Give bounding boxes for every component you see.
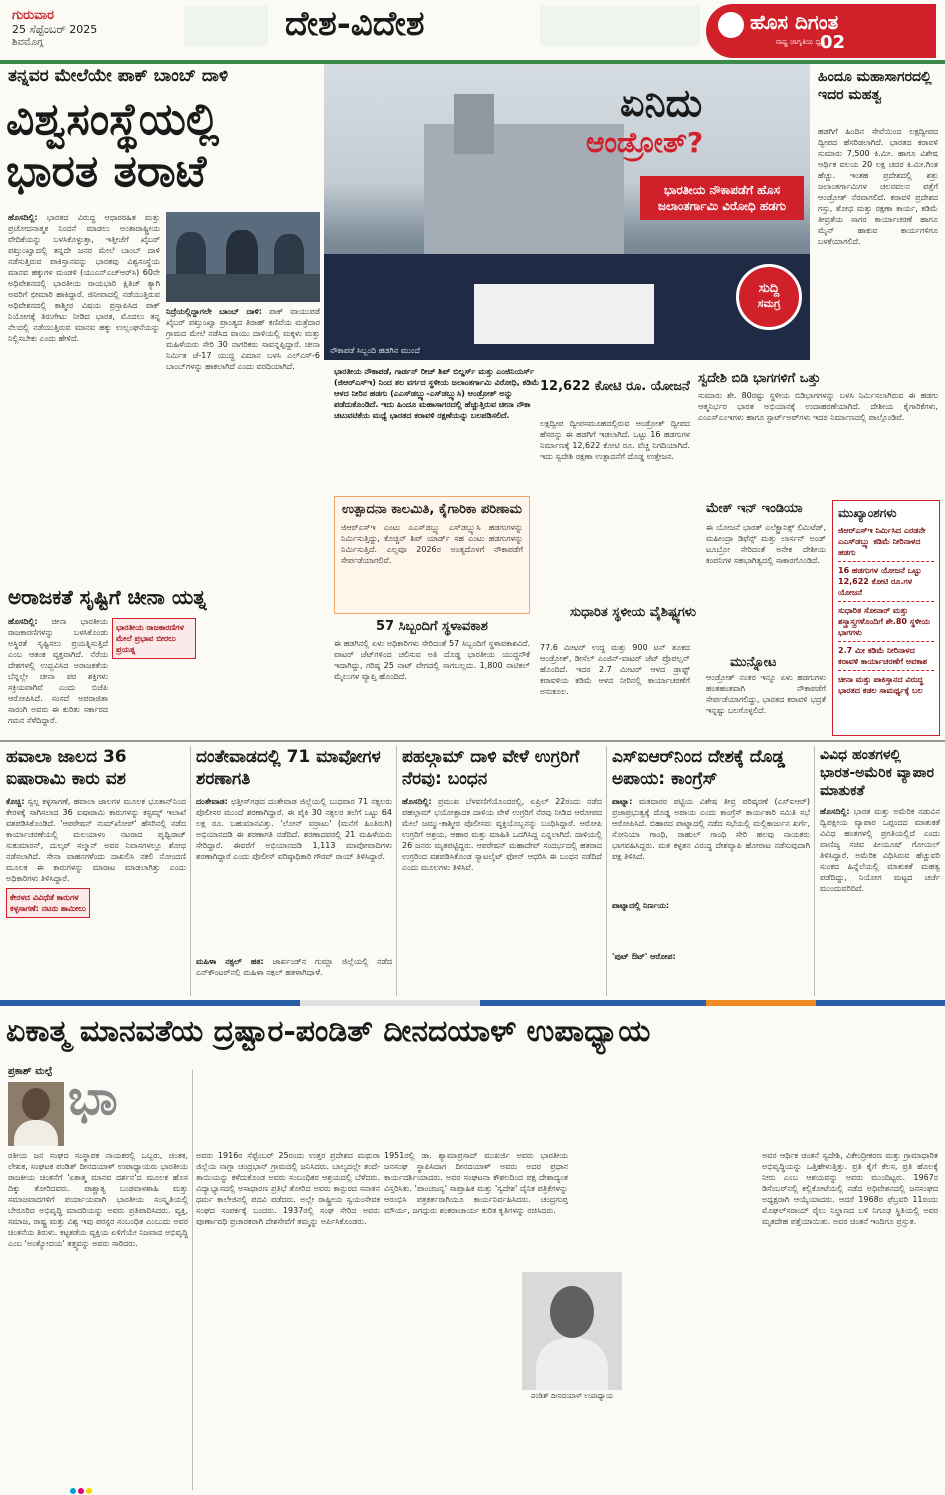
page-number: 02	[820, 32, 846, 53]
story-hawala-title: ಹವಾಲಾ ಜಾಲದ 36 ಐಷಾರಾಮಿ ಕಾರು ವಶ	[6, 747, 127, 789]
lead-body-col2	[166, 306, 320, 582]
registration-marks	[70, 1488, 94, 1494]
china-dateline: ಹೊಸದಿಲ್ಲಿ:	[8, 617, 38, 626]
masthead-day: ಗುರುವಾರ	[12, 8, 54, 23]
feature-caption: ಭಾರತೀಯ ನೌಕಾಪಡೆ, ಗಾರ್ಡನ್ ರೀಚ್ ಶಿಪ್ ಬಿಲ್ಡರ್ಸ್ ಮತ್ತು ಎಂಜಿನಿಯರ್ಸ್ (ಜಿಆರ್‌ಎಸ್‌ಇ) ನಿಂದ ತಲ ವರ್ಗದ ಸ್ಥಳೀಯ ಜಲಾಂತರ್ಗಾಮಿ ವಿರೋಧಿ, ಕಡಿಮೆ ಆಳದ ನೀರಿನ ಹಡಗು (ಎಎಸ್‌ಡಬ್ಲ್ಯು-ಎಸ್‌ಡಬ್ಲ್ಯುಸಿ) ಆಂಡ್ರೋತ್ ಅನ್ನು ಪಡೆದುಕೊಂಡಿದೆ. ಇದು ಹಿಂದೂ ಮಹಾಸಾಗರದಲ್ಲಿ ಹೆಚ್ಚುತ್ತಿರುವ ಚೀನಾ ನೌಕಾ ಚಟುವಟಿಕೆಯ ಮಧ್ಯೆ ಭಾರತದ ಕರಾವಳಿ ರಕ್ಷಣೆಯನ್ನು ಬಲಪಡಿಸಲಿದೆ.	[334, 367, 540, 420]
person-silhouette-icon	[176, 232, 206, 277]
paper-name: ಹೊಸ ದಿಗಂತ	[750, 10, 839, 34]
color-band-blue	[0, 1000, 300, 1006]
portrait-face	[550, 1286, 594, 1338]
officers-front-row	[474, 284, 654, 344]
cyan-dot	[70, 1488, 76, 1494]
bottom-col2: ಅವರು 1916ರ ಸೆಪ್ಟೆಂಬರ್ 25ರಂದು ಉತ್ತರ ಪ್ರದೇಶದ ಮಥುರಾ ಜಿಲ್ಲೆಯ ನಾಗ್ಲಾ ಚಂದ್ರಭಾನ್ ಗ್ರಾಮದಲ್ಲಿ ಜನಿಸಿದರು. ಬಾಲ್ಯದಲ್ಲೇ ತಂದೆ-ತಾಯಿಯನ್ನು ಕಳೆದುಕೊಂಡ ಅವರು ಸಂಬಂಧಿಕರ ಆಶ್ರಯದಲ್ಲಿ ಬೆಳೆದರು. ವಿದ್ಯಾಭ್ಯಾಸದಲ್ಲಿ ಅಸಾಧಾರಣ ಪ್ರತಿಭೆ ತೋರಿದ ಅವರು ಕಾನ್ಪುರದ ಸನಾತನ ಧರ್ಮ ಕಾಲೇಜಿನಲ್ಲಿ ಪದವಿ ಪಡೆದರು. ಅಲ್ಲೇ ರಾಷ್ಟ್ರೀಯ ಸ್ವಯಂಸೇವಕ ಸಂಘದ ಸಂಪರ್ಕಕ್ಕೆ ಬಂದರು. 1937ರಲ್ಲಿ ಸಂಘ ಸೇರಿದ ಅವರು ಪೂರ್ಣಾವಧಿ ಪ್ರಚಾರಕರಾಗಿ ದೇಶಸೇವೆಗೆ ತಮ್ಮನ್ನು ಅರ್ಪಿಸಿಕೊಂಡರು.	[196, 1151, 380, 1226]
highlight-item: ಸುಧಾರಿತ ಸೋನಾರ್ ಮತ್ತು ಶಸ್ತ್ರಾಸ್ತ್ರಗಳೊಂದಿಗೆ ಶೇ.80 ಸ್ಥಳೀಯ ಭಾಗಗಳು	[838, 602, 934, 642]
advanced-body: 77.6 ಮೀಟರ್ ಉದ್ದ ಮತ್ತು 900 ಟನ್ ತೂಕದ ಆಂಡ್ರೋತ್, ಡೀಸೆಲ್ ಎಂಜಿನ್-ವಾಟರ್ ಜೆಟ್ ಪ್ರೊಪಲ್ಷನ್ ಹೊಂದಿದೆ. ಇದರ 2.7 ಮೀಟರ್ ಆಳದ ಡ್ರಾಫ್ಟ್ ಕರಾವಳಿಯ ಕಡಿಮೆ ಆಳದ ನೀರಿನಲ್ಲಿ ಕಾರ್ಯಾಚರಣೆಗೆ ಅನುಕೂಲ.	[540, 643, 690, 696]
ship-mast	[454, 94, 494, 154]
make-in-india-body: ಈ ಯೋಜನೆ ಭಾರತ್ ಎಲೆಕ್ಟ್ರಾನಿಕ್ಸ್ ಲಿಮಿಟೆಡ್, ಮಹೀಂದ್ರಾ ಡಿಫೆನ್ಸ್ ಮತ್ತು ಲಾರ್ಸನ್ ಅಂಡ್ ಟೂಬ್ರೋ ಸೇರಿದಂತೆ ಅನೇಕ ದೇಶೀಯ ಕಂಪನಿಗಳ ಸಹಭಾಗಿತ್ವದಲ್ಲಿ ಸಾಕಾರಗೊಂಡಿದೆ.	[706, 523, 826, 565]
lead-body2: ಪಾಕ್ ವಾಯುಪಡೆ ಖೈಬರ್ ಪಖ್ತುಂಖ್ವಾ ಪ್ರಾಂತ್ಯದ ತಿರಾಹ್ ಕಣಿವೆಯ ಮತ್ರೆದಾರ ಗ್ರಾಮದ ಮೇಲೆ ನಡೆಸಿದ ವಾಯು ದಾಳಿಯಲ್ಲಿ ಮಕ್ಕಳು ಮತ್ತು ಮಹಿಳೆಯರು ಸೇರಿ 30 ನಾಗರಿಕರು ಸಾವನ್ನಪ್ಪಿದ್ದಾರೆ. ಚೀನಾ ನಿರ್ಮಿತ ಜೆ-17 ಯುದ್ಧ ವಿಮಾನ ಬಳಸಿ ಎಲ್‌ಎಸ್-6 ಬಾಂಬ್‌ಗಳನ್ನು ಹಾಕಲಾಗಿದೆ ಎಂದು ವರದಿಯಾಗಿದೆ.	[166, 307, 320, 371]
story-maoists-dateline: ದಂತೇವಾಡ:	[196, 797, 228, 806]
story-hawala	[6, 746, 186, 918]
column-rule	[192, 1070, 193, 1490]
story-pahalgam-dateline: ಹೊಸದಿಲ್ಲಿ:	[402, 797, 432, 806]
story-pahalgam-text: ಪ್ರಮುಖ ಬೆಳವಣಿಗೆಯೊಂದರಲ್ಲಿ, ಏಪ್ರಿಲ್ 22ರಂದು ನಡೆದ ಪಹಲ್ಗಾಮ್ ಭಯೋತ್ಪಾದಕ ದಾಳಿಯ ವೇಳೆ ಉಗ್ರರಿಗೆ ನೆರವು ನೀಡಿದ ಆರೋಪದ ಮೇಲೆ ಜಮ್ಮು-ಕಾಶ್ಮೀರ ಪೊಲೀಸರು ವ್ಯಕ್ತಿಯೊಬ್ಬನನ್ನು ಬಂಧಿಸಿದ್ದಾರೆ. ಆರೋಪಿ ಉಗ್ರರಿಗೆ ಆಶ್ರಯ, ಆಹಾರ ಮತ್ತು ಮಾಹಿತಿ ಒದಗಿಸಿದ್ದ ಎನ್ನಲಾಗಿದೆ. ದಾಳಿಯಲ್ಲಿ 26 ಜನರು ಮೃತಪಟ್ಟಿದ್ದರು. ಆಪರೇಷನ್ ಮಹಾದೇವ್ ಸಂದರ್ಭದಲ್ಲಿ ಹತರಾದ ಉಗ್ರರಿಂದ ವಶಪಡಿಸಿಕೊಂಡ ಸ್ಯಾಟಲೈಟ್ ಫೋನ್ ಆಧರಿಸಿ ಈ ಬಂಧನ ನಡೆದಿದೆ ಎಂದು ಮೂಲಗಳು ತಿಳಿಸಿವೆ.	[402, 797, 602, 872]
cost-title: 12,622 ಕೋಟಿ ರೂ. ಯೋಜನೆ	[540, 379, 690, 394]
power-box	[334, 496, 530, 614]
masthead-ornament	[184, 6, 268, 46]
story-sir-title: ಎಸ್‌ಐಆರ್‌ನಿಂದ ದೇಶಕ್ಕೆ ದೊಡ್ಡ ಅಪಾಯ: ಕಾಂಗ್ರೆಸ್	[612, 747, 786, 789]
story-sir-dateline: ಪಾಟ್ನಾ:	[612, 797, 633, 806]
story-trade	[820, 746, 940, 986]
power-body: ಜಿಆರ್‌ಎಸ್‌ಇ ಎಂಟು ಎಎಸ್‌ಡಬ್ಲ್ಯು ಎಸ್‌ಡಬ್ಲ್ಯುಸಿ ಹಡಗುಗಳನ್ನು ನಿರ್ಮಿಸುತ್ತಿದ್ದು, ಕೊಚ್ಚಿನ್ ಶಿಪ್ ಯಾರ್ಡ್ ಸಹ ಎಂಟು ಹಡಗುಗಳನ್ನು ನಿರ್ಮಿಸುತ್ತಿದೆ. ಎಲ್ಲವೂ 2026ರ ಅಂತ್ಯದೊಳಗೆ ನೌಕಾಪಡೆಗೆ ಸೇರ್ಪಡೆಯಾಗಲಿವೆ.	[341, 523, 523, 565]
munnota-body: ಆಂಡ್ರೋತ್ ನಂತರ ಇನ್ನೂ ಏಳು ಹಡಗುಗಳು ಹಂತಹಂತವಾಗಿ ನೌಕಾಪಡೆಗೆ ಸೇರ್ಪಡೆಯಾಗಲಿದ್ದು, ಭಾರತದ ಕರಾವಳಿ ಭದ್ರತೆ ಇನ್ನಷ್ಟು ಬಲಗೊಳ್ಳಲಿದೆ.	[706, 673, 826, 715]
story-maoists	[196, 746, 392, 976]
china-body-col1	[8, 616, 108, 734]
author-photo	[8, 1082, 64, 1146]
highlight-item: 16 ಹಡಗುಗಳ ಯೋಜನೆ ಒಟ್ಟು 12,622 ಕೋಟಿ ರೂ.ಗಳ ಯೋಜನೆ	[838, 562, 934, 602]
bottom-col4: ಅವರ ಆರ್ಥಿಕ ಚಿಂತನೆ ಸ್ವದೇಶಿ, ವಿಕೇಂದ್ರೀಕರಣ ಮತ್ತು ಗ್ರಾಮಾಧಾರಿತ ಅಭಿವೃದ್ಧಿಯನ್ನು ಒತ್ತಿಹೇಳುತ್ತಿತ್ತು. ಪ್ರತಿ ಕೈಗೆ ಕೆಲಸ, ಪ್ರತಿ ಹೊಲಕ್ಕೆ ನೀರು ಎಂಬ ಆಶಯವನ್ನು ಅವರು ಮುಂದಿಟ್ಟರು. 1967ರ ಡಿಸೆಂಬರ್‌ನಲ್ಲಿ ಕಲ್ಲಿಕೋಟೆಯಲ್ಲಿ ನಡೆದ ಅಧಿವೇಶನದಲ್ಲಿ ಜನಸಂಘದ ಅಧ್ಯಕ್ಷರಾಗಿ ಆಯ್ಕೆಯಾದರು. ಆದರೆ 1968ರ ಫೆಬ್ರವರಿ 11ರಂದು ಮೊಘಲ್‌ಸರಾಯ್ ರೈಲು ನಿಲ್ದಾಣದ ಬಳಿ ನಿಗೂಢ ಸ್ಥಿತಿಯಲ್ಲಿ ಅವರ ಮೃತದೇಹ ಪತ್ತೆಯಾಯಿತು. ಅವರ ಚಿಂತನೆ ಇಂದಿಗೂ ಪ್ರಸ್ತುತ.	[762, 1151, 938, 1226]
bottom-col1: ರತೀಯ ಜನ ಸಂಘದ ಸಂಸ್ಥಾಪಕ ನಾಯಕರಲ್ಲಿ ಒಬ್ಬರು, ಚಿಂತಕ, ಲೇಖಕ, ಸಂಘಟಕ ಪಂಡಿತ್ ದೀನದಯಾಳ್ ಉಪಾಧ್ಯಾಯರು ಭಾರತೀಯ ರಾಜಕೀಯ ಚಿಂತನೆಗೆ 'ಏಕಾತ್ಮ ಮಾನವ ದರ್ಶನ'ದ ಮೂಲಕ ಹೊಸ ದಿಕ್ಕು ತೋರಿದವರು. ಪಾಶ್ಚಾತ್ಯ ಬಂಡವಾಳಶಾಹಿ ಮತ್ತು ಸಮಾಜವಾದಗಳಿಗೆ ಪರ್ಯಾಯವಾಗಿ ಭಾರತೀಯ ಸಂಸ್ಕೃತಿಯಲ್ಲಿ ಬೇರೂರಿದ ಅಭಿವೃದ್ಧಿ ಮಾದರಿಯನ್ನು ಅವರು ಪ್ರತಿಪಾದಿಸಿದರು. ವ್ಯಕ್ತಿ, ಸಮಾಜ, ರಾಷ್ಟ್ರ ಮತ್ತು ವಿಶ್ವ ಇವು ಪರಸ್ಪರ ಸಂಬಂಧಿತ ಎಂಬುದು ಅವರ ಚಿಂತನೆಯ ತಿರುಳು. ಕಟ್ಟಕಡೆಯ ವ್ಯಕ್ತಿಯ ಏಳಿಗೆಯೇ ನಿಜವಾದ ಅಭಿವೃದ್ಧಿ ಎಂಬ 'ಅಂತ್ಯೋದಯ' ತತ್ತ್ವವನ್ನು ಅವರು ಸಾರಿದರು.	[8, 1151, 188, 1248]
feature-title-line1: ಏನಿದು	[620, 80, 703, 125]
crew-body: ಈ ಹಡಗಿನಲ್ಲಿ ಏಳು ಅಧಿಕಾರಿಗಳು ಸೇರಿದಂತೆ 57 ಸಿಬ್ಬಂದಿಗೆ ಸ್ಥಳಾವಕಾಶವಿದೆ. ವಾಟರ್ ಜೆಟ್‌ಗಳಿಂದ ಚಲಿಸುವ ಅತಿ ದೊಡ್ಡ ಭಾರತೀಯ ಯುದ್ಧನೌಕೆ ಇದಾಗಿದ್ದು, ಗರಿಷ್ಠ 25 ನಾಟ್ ವೇಗದಲ್ಲಿ ಸಾಗಬಲ್ಲದು. 1,800 ನಾಟಿಕಲ್ ಮೈಲುಗಳ ವ್ಯಾಪ್ತಿ ಹೊಂದಿದೆ.	[334, 639, 530, 681]
story-sir	[612, 746, 810, 962]
munnota-title: ಮುನ್ನೋಟ	[730, 655, 777, 670]
section-title: ದೇಶ-ವಿದೇಶ	[285, 4, 425, 44]
story-trade-title: ವಿವಿಧ ಹಂತಗಳಲ್ಲಿ ಭಾರತ-ಅಮೆರಿಕ ವ್ಯಾಪಾರ ಮಾತುಕತೆ	[820, 747, 934, 799]
color-band	[0, 1000, 945, 1006]
highlights-box	[832, 500, 940, 736]
badge-line1: ಸುದ್ದಿ	[758, 281, 780, 296]
story-hawala-dateline: ಕೊಚ್ಚಿ:	[6, 797, 25, 806]
divider-mid	[0, 740, 945, 742]
bottom-title: ಏಕಾತ್ಮ ಮಾನವತೆಯ ದ್ರಷ್ಟಾರ-ಪಂಡಿತ್ ದೀನದಯಾಳ್ ಉಪಾಧ್ಯಾಯ	[6, 1014, 651, 1049]
story-hawala-body	[6, 796, 186, 884]
feature-tagline: ಭಾರತೀಯ ನೌಕಾಪಡೆಗೆ ಹೊಸ ಜಲಾಂತರ್ಗಾಮಿ ವಿರೋಧಿ ಹಡಗು	[640, 176, 804, 220]
lead-headline	[6, 94, 322, 198]
ocean-title: ಹಿಂದೂ ಮಹಾಸಾಗರದಲ್ಲಿ ಇದರ ಮಹತ್ವ	[818, 69, 932, 103]
story-sir-subhead2: 'ಪುಟ್ ಔಟ್' ಆರೋಪ:	[612, 952, 676, 961]
story-hawala-text: ಸ್ವಲ್ಪ ಕಳ್ಳಸಾಗಣೆ, ಹವಾಲಾ ಜಾಲಗಳ ಮೂಲಕ ಭೂತಾನ್‌ನಿಂದ ಕೇರಳಕ್ಕೆ ಸಾಗಿಸಲಾದ 36 ಐಷಾರಾಮಿ ಕಾರುಗಳನ್ನು ಕಸ್ಟಮ್ಸ್ ಇಲಾಖೆ ವಶಪಡಿಸಿಕೊಂಡಿದೆ. 'ಆಪರೇಷನ್ ನುಮ್‌ಖೋರ್' ಹೆಸರಿನಲ್ಲಿ ನಡೆದ ಕಾರ್ಯಾಚರಣೆಯಲ್ಲಿ ಮಲಯಾಳಂ ನಟರಾದ ಪೃಥ್ವಿರಾಜ್ ಸುಕುಮಾರನ್, ದುಲ್ಕರ್ ಸಲ್ಮಾನ್ ಅವರ ನಿವಾಸಗಳಲ್ಲೂ ಶೋಧ ನಡೆಸಲಾಗಿದೆ. ಸೇನಾ ವಾಹನಗಳೆಂದು ದಾಖಲಿಸಿ ನಕಲಿ ನೋಂದಣಿ ಮೂಲಕ ಈ ಕಾರುಗಳನ್ನು ಮಾರಾಟ ಮಾಡಲಾಗಿತ್ತು ಎಂದು ಅಧಿಕಾರಿಗಳು ತಿಳಿಸಿದ್ದಾರೆ.	[6, 797, 186, 883]
person-silhouette-icon	[226, 230, 258, 278]
lead-dateline: ಹೊಸದಿಲ್ಲಿ:	[8, 213, 38, 222]
story-sir-text: ಮತದಾರರ ಪಟ್ಟಿಯ ವಿಶೇಷ ತೀವ್ರ ಪರಿಷ್ಕರಣೆ (ಎಸ್‌ಐಆರ್) ಪ್ರಜಾಪ್ರಭುತ್ವಕ್ಕೆ ದೊಡ್ಡ ಅಪಾಯ ಎಂದು ಕಾಂಗ್ರೆಸ್ ಕಾರ್ಯಕಾರಿ ಸಮಿತಿ ಸಭೆ ಆರೋಪಿಸಿದೆ. ಬಿಹಾರದ ಪಾಟ್ನಾದಲ್ಲಿ ನಡೆದ ಸಭೆಯಲ್ಲಿ ಮಲ್ಲಿಕಾರ್ಜುನ ಖರ್ಗೆ, ಸೋನಿಯಾ ಗಾಂಧಿ, ರಾಹುಲ್ ಗಾಂಧಿ ಸೇರಿ ಹಲವು ನಾಯಕರು ಭಾಗವಹಿಸಿದ್ದರು. ಮತ ಕಳ್ಳತನ ವಿರುದ್ಧ ದೇಶವ್ಯಾಪಿ ಹೋರಾಟ ನಡೆಸುವುದಾಗಿ ಪಕ್ಷ ತಿಳಿಸಿದೆ.	[612, 797, 810, 861]
color-band-orange	[706, 1000, 816, 1006]
masthead-ornament-right	[540, 6, 700, 46]
bottom-col3b	[574, 1150, 754, 1268]
lead-photo	[166, 212, 320, 302]
column-rule	[606, 746, 607, 996]
story-maoists-subhead: ಮಹಿಳಾ ನಕ್ಸಲ್ ಹತ:	[196, 957, 264, 966]
story-sir-body	[612, 796, 810, 896]
china-callout-spacer	[198, 618, 320, 734]
cost-body: ಲಕ್ಷದ್ವೀಪ ದ್ವೀಪಸಮೂಹದಲ್ಲಿರುವ ಆಂಡ್ರೋತ್ ದ್ವೀಪದ ಹೆಸರನ್ನು ಈ ಹಡಗಿಗೆ ಇಡಲಾಗಿದೆ. ಒಟ್ಟು 16 ಹಡಗುಗಳ ನಿರ್ಮಾಣಕ್ಕೆ 12,622 ಕೋಟಿ ರೂ. ವೆಚ್ಚ ನಿಗದಿಯಾಗಿದೆ. ಇದು ಸ್ವದೇಶಿ ರಕ್ಷಣಾ ಉತ್ಪಾದನೆಗೆ ದೊಡ್ಡ ಉತ್ತೇಜನ.	[540, 419, 690, 461]
story-maoists-body	[196, 796, 392, 956]
advanced-title: ಸುಧಾರಿತ ಸ್ಥಳೀಯ ವೈಶಿಷ್ಟ್ಯಗಳು	[570, 605, 696, 620]
china-title: ಅರಾಜಕತೆ ಸೃಷ್ಟಿಗೆ ಚೀನಾ ಯತ್ನ	[8, 585, 207, 609]
china-body: ಚೀನಾ ಭಾರತೀಯ ರಾಜಕಾರಣಿಗಳನ್ನು ಬಳಸಿಕೊಂಡು ಅಸ್ಥಿರತೆ ಸೃಷ್ಟಿಸಲು ಪ್ರಯತ್ನಿಸುತ್ತಿದೆ ಎಂಬ ಆತಂಕ ವ್ಯಕ್ತವಾಗಿದೆ. ನೆರೆಯ ದೇಶಗಳಲ್ಲಿ ಉದ್ಭವಿಸಿದ ಅರಾಜಕತೆಯ ಬೆನ್ನಲ್ಲೇ ಚೀನಾ ಪರ ಶಕ್ತಿಗಳು ಸಕ್ರಿಯವಾಗಿವೆ ಎಂದು ಬಿಜೆಪಿ ಆರೋಪಿಸಿದೆ. ಸಂಸದೆ ಅಪರಾಜಿತಾ ಸಾರಂಗಿ ಅವರು ಈ ಕುರಿತು ಸರ್ಕಾರದ ಗಮನ ಸೆಳೆದಿದ್ದಾರೆ.	[8, 617, 108, 725]
story-pahalgam	[402, 746, 602, 994]
lead-kicker: ತನ್ನವರ ಮೇಲೆಯೇ ಪಾಕ್ ಬಾಂಬ್ ದಾಳಿ	[8, 66, 229, 86]
power-title: ಉತ್ಪಾದನಾ ಕಾಲಮಿತಿ, ಕೈಗಾರಿಕಾ ಪರಿಣಾಮ	[341, 502, 522, 517]
story-maoists-title: ದಂತೇವಾಡದಲ್ಲಿ 71 ಮಾವೋಗಳ ಶರಣಾಗತಿ	[196, 747, 381, 789]
column-rule	[814, 746, 815, 996]
crew-title: 57 ಸಿಬ್ಬಂದಿಗೆ ಸ್ಥಳಾವಕಾಶ	[376, 619, 488, 634]
badge-line2: ಸಮಗ್ರ	[757, 297, 781, 310]
column-rule	[396, 746, 397, 996]
story-pahalgam-title: ಪಹಲ್ಗಾಮ್ ದಾಳಿ ವೇಳೆ ಉಗ್ರರಿಗೆ ನೆರವು: ಬಂಧನ	[402, 747, 580, 789]
bottom-author: ಪ್ರಕಾಶ್ ಮಲ್ಪೆ	[8, 1066, 53, 1077]
swadeshi-body: ಸುಮಾರು ಶೇ. 80ರಷ್ಟು ಸ್ಥಳೀಯ ಬಿಡಿಭಾಗಗಳನ್ನು ಬಳಸಿ ನಿರ್ಮಿಸಲಾಗಿರುವ ಈ ಹಡಗು ಆತ್ಮನಿರ್ಭರ ಭಾರತ ಅಭಿಯಾನಕ್ಕೆ ಉದಾಹರಣೆಯಾಗಿದೆ. ದೇಶೀಯ ಕೈಗಾರಿಕೆಗಳು, ಎಂಎಸ್‌ಎಂಇಗಳು ಹಾಗೂ ಸ್ಟಾರ್ಟ್‌ಅಪ್‌ಗಳು ಇದರ ನಿರ್ಮಾಣದಲ್ಲಿ ಪಾಲ್ಗೊಂಡಿವೆ.	[698, 391, 938, 422]
feature-badge	[736, 264, 802, 330]
lead-headline-line2: ಭಾರತ ತರಾಟೆ	[6, 146, 207, 197]
color-band-blue2	[480, 1000, 706, 1006]
author-shirt	[14, 1120, 58, 1146]
story-trade-text: ಭಾರತ ಮತ್ತು ಅಮೆರಿಕ ನಡುವಿನ ದ್ವಿಪಕ್ಷೀಯ ವ್ಯಾಪಾರ ಒಪ್ಪಂದದ ಮಾತುಕತೆ ವಿವಿಧ ಹಂತಗಳಲ್ಲಿ ಪ್ರಗತಿಯಲ್ಲಿದೆ ಎಂದು ವಾಣಿಜ್ಯ ಸಚಿವ ಪೀಯೂಷ್ ಗೋಯಲ್ ತಿಳಿಸಿದ್ದಾರೆ. ಅಮೆರಿಕ ವಿಧಿಸಿರುವ ಹೆಚ್ಚುವರಿ ಸುಂಕದ ಹಿನ್ನೆಲೆಯಲ್ಲಿ ಮಾತುಕತೆ ಮಹತ್ವ ಪಡೆದಿದ್ದು, ನಿಯೋಗ ಮಟ್ಟದ ಚರ್ಚೆ ಮುಂದುವರಿದಿದೆ.	[820, 807, 940, 893]
masthead-dateline	[12, 8, 182, 48]
logo-emblem-icon	[718, 12, 744, 38]
bottom-col3: 1951ರಲ್ಲಿ ಡಾ. ಶ್ಯಾಮಾಪ್ರಸಾದ್ ಮುಖರ್ಜಿ ಅವರು ಭಾರತೀಯ ಜನಸಂಘ ಸ್ಥಾಪಿಸಿದಾಗ ದೀನದಯಾಳ್ ಅವರು ಅದರ ಪ್ರಧಾನ ಕಾರ್ಯದರ್ಶಿಯಾದರು. ಅವರ ಸಂಘಟನಾ ಕೌಶಲದಿಂದ ಪಕ್ಷ ದೇಶಾದ್ಯಂತ ವಿಸ್ತರಿಸಿತು. 'ಪಾಂಚಜನ್ಯ' ಸಾಪ್ತಾಹಿಕ ಮತ್ತು 'ಸ್ವದೇಶ' ದೈನಿಕ ಪತ್ರಿಕೆಗಳನ್ನು ಆರಂಭಿಸಿ ಪತ್ರಕರ್ತರಾಗಿಯೂ ಕಾರ್ಯನಿರ್ವಹಿಸಿದರು. ಚಂದ್ರಗುಪ್ತ ಮೌರ್ಯ, ಜಗದ್ಗುರು ಶಂಕರಾಚಾರ್ಯ ಕುರಿತ ಕೃತಿಗಳನ್ನು ರಚಿಸಿದರು.	[384, 1151, 568, 1215]
story-trade-body	[820, 806, 940, 986]
color-band-blue3	[816, 1000, 945, 1006]
china-callout: ಭಾರತೀಯ ರಾಜಕಾರಣಿಗಳ ಮೇಲೆ ಪ್ರಭಾವ ಬೀರಲು ಪ್ರಯತ್ನ	[112, 618, 196, 659]
story-maoists-text: ಛತ್ತೀಸ್‌ಗಢದ ದಂತೇವಾಡ ಜಿಲ್ಲೆಯಲ್ಲಿ ಬುಧವಾರ 71 ನಕ್ಸಲರು ಪೊಲೀಸರ ಮುಂದೆ ಶರಣಾಗಿದ್ದಾರೆ. ಈ ಪೈಕಿ 30 ನಕ್ಸಲರ ತಲೆಗೆ ಒಟ್ಟು 64 ಲಕ್ಷ ರೂ. ಬಹುಮಾನವಿತ್ತು. 'ಲೋನ್ ವರ್ರಾಟು' (ಮನೆಗೆ ಹಿಂತಿರುಗಿ) ಅಭಿಯಾನದಡಿ ಈ ಶರಣಾಗತಿ ನಡೆದಿದೆ. ಶರಣಾದವರಲ್ಲಿ 21 ಮಹಿಳೆಯರು ಸೇರಿದ್ದಾರೆ. ಈವರೆಗೆ ಅಭಿಯಾನದಡಿ 1,113 ಮಾವೋವಾದಿಗಳು ಶರಣಾಗಿದ್ದಾರೆ ಎಂದು ಪೊಲೀಸ್ ವರಿಷ್ಠಾಧಿಕಾರಿ ಗೌರವ್ ರಾಯ್ ತಿಳಿಸಿದ್ದಾರೆ.	[196, 797, 392, 861]
deendayal-photo-caption: ಪಂಡಿತ್ ದೀನದಯಾಳ್ ಉಪಾಧ್ಯಾಯ	[530, 1392, 614, 1400]
lead-body-col1	[8, 212, 160, 582]
feature-photo-alt: ನೌಕಾಪಡೆ ಸಿಬ್ಬಂದಿ ಹಡಗಿನ ಮುಂದೆ	[330, 346, 420, 355]
highlight-item: ಚೀನಾ ಮತ್ತು ಪಾಕಿಸ್ತಾನದ ವಿರುದ್ಧ ಭಾರತದ ಕಡಲ ಸಾಮರ್ಥ್ಯಕ್ಕೆ ಬಲ	[838, 675, 924, 695]
magenta-dot	[78, 1488, 84, 1494]
story-maoists-body2	[196, 956, 392, 976]
story-maoists-text2: ಜಾರ್ಖಂಡ್‌ನ ಗುಮ್ಲಾ ಜಿಲ್ಲೆಯಲ್ಲಿ ನಡೆದ ಎನ್‌ಕೌಂಟರ್‌ನಲ್ಲಿ ಮಹಿಳಾ ನಕ್ಸಲ್ ಹತಳಾಗಿದ್ದಾಳೆ.	[196, 957, 392, 976]
highlight-item: ಜಿಆರ್‌ಎಸ್‌ಇ ನಿರ್ಮಿಸಿದ ಎರಡನೇ ಎಎಸ್‌ಡಬ್ಲ್ಯು ಕಡಿಮೆ ನೀರಿನಾಳದ ಹಡಗು	[838, 522, 934, 562]
story-trade-dateline: ಹೊಸದಿಲ್ಲಿ:	[820, 807, 850, 816]
yellow-dot	[86, 1488, 92, 1494]
paper-tagline: ರಾಷ್ಟ್ರ ಜಾಗೃತಿಯ ಧ್ವನಿ	[776, 38, 826, 46]
make-in-india-title: ಮೇಕ್ ಇನ್ ಇಂಡಿಯಾ	[706, 501, 803, 516]
highlights-title: ಮುಖ್ಯಾಂಶಗಳು	[838, 506, 897, 520]
story-pahalgam-body	[402, 796, 602, 994]
lead-subhead: ನಿದ್ರೆಯಲ್ಲಿದ್ದಾಗಲೇ ಬಾಂಬ್ ದಾಳಿ:	[166, 307, 262, 316]
ocean-body: ಹಡಗಿಗೆ ಹಿಂದಿನ ಸೇವೆಯಿಂದ ಲಕ್ಷದ್ವೀಪದ ದ್ವೀಪದ ಹೆಸರಿಡಲಾಗಿದೆ. ಭಾರತದ ಕರಾವಳಿ ಸುಮಾರು 7,500 ಕಿ.ಮೀ. ಹಾಗೂ ವಿಶೇಷ ಆರ್ಥಿಕ ವಲಯ 20 ಲಕ್ಷ ಚದರ ಕಿ.ಮೀ.ಗಿಂತ ಹೆಚ್ಚು. ಇಂತಹ ಪ್ರದೇಶದಲ್ಲಿ ಶತ್ರು ಜಲಾಂತರ್ಗಾಮಿಗಳ ಚಲನವಲನ ಪತ್ತೆಗೆ ಆಂಡ್ರೋತ್ ನೆರವಾಗಲಿದೆ. ಕರಾವಳಿ ಪ್ರದೇಶದ ಗಸ್ತು, ಶೋಧ ಮತ್ತು ರಕ್ಷಣಾ ಕಾರ್ಯ, ಕಡಿಮೆ ತೀವ್ರತೆಯ ಸಾಗರ ಕಾರ್ಯಾಚರಣೆ ಹಾಗೂ ಮೈನ್ ಹಾಕುವ ಕಾರ್ಯಗಳಿಗೂ ಬಳಕೆಯಾಗಲಿದೆ.	[818, 127, 938, 246]
highlight-item: 2.7 ಮೀ ಕಡಿಮೆ ನೀರಿನಾಳದ ಕರಾವಳಿ ಕಾರ್ಯಾಚರಣೆಗೆ ಅವಕಾಶ	[838, 642, 934, 671]
portrait-shirt	[536, 1338, 608, 1390]
bottom-drop-cap: ಭಾ	[68, 1070, 118, 1126]
column-rule	[190, 746, 191, 996]
feature-title-line2: ಆಂಡ್ರೋತ್?	[586, 126, 704, 159]
lead-body: ಭಾರತದ ವಿರುದ್ಧ ಆಧಾರರಹಿತ ಮತ್ತು ಪ್ರಚೋದನಾತ್ಮಕ ನಿಂದನೆ ಮಾಡಲು ಅಂತಾರಾಷ್ಟ್ರೀಯ ವೇದಿಕೆಯನ್ನು ಬಳಸಿಕೊಳ್ಳುತ್ತಾ, ಇತ್ತೀಚೆಗೆ ಖೈಬರ್ ಪಖ್ತುಂಖ್ವಾದಲ್ಲಿ ತನ್ನದೇ ಜನರ ಮೇಲೆ ಬಾಂಬ್ ದಾಳಿ ನಡೆಸುತ್ತಿರುವ ಪಾಕಿಸ್ತಾನವನ್ನು ಭಾರತವು ವಿಶ್ವಸಂಸ್ಥೆಯ ಮಾನವ ಹಕ್ಕುಗಳ ಮಂಡಳಿ (ಯುಎನ್‌ಎಚ್‌ಆರ್‌ಸಿ) 60ನೇ ಅಧಿವೇಶನದಲ್ಲಿ ಭಾರತೀಯ ರಾಯಭಾರಿ ಕ್ಷಿತಿಜ್ ತ್ಯಾಗಿ ಅವರಿಗೆ ಛೀಮಾರಿ ಹಾಕಿದ್ದಾರೆ. ಜಿನೀವಾದಲ್ಲಿ ನಡೆಯುತ್ತಿರುವ ಅಧಿವೇಶನದಲ್ಲಿ ಕಾಶ್ಮೀರ ವಿಷಯ ಪ್ರಸ್ತಾಪಿಸಿದ ಪಾಕ್ ನಿಯೋಗಕ್ಕೆ ತಿರುಗೇಟು ನೀಡಿದ ಭಾರತ, ಮೊದಲು ತನ್ನ ನೆಲದಲ್ಲಿ ನಡೆಯುತ್ತಿರುವ ಮಾನವ ಹಕ್ಕು ಉಲ್ಲಂಘನೆಯನ್ನು ನಿಲ್ಲಿಸಬೇಕು ಎಂದು ಹೇಳಿದೆ.	[8, 213, 160, 343]
author-face	[22, 1088, 50, 1120]
masthead-date: 25 ಸೆಪ್ಟೆಂಬರ್ 2025	[12, 23, 98, 36]
story-hawala-callout: ಕೇರಳದ ವಿವಿಧೆಡೆ ಕಾರುಗಳ ಕಳ್ಳಸಾಗಣೆ: ನಟರು ಶಾಮೀಲು	[6, 888, 90, 918]
story-sir-subhead: ಪಾಟ್ನಾದಲ್ಲಿ ನಿರ್ಣಯ:	[612, 901, 670, 910]
masthead-city: ಶಿವಮೊಗ್ಗ	[12, 37, 44, 48]
person-silhouette-icon	[274, 234, 304, 278]
deendayal-photo	[522, 1272, 622, 1390]
conference-desk	[166, 274, 320, 302]
color-band-grey	[300, 1000, 480, 1006]
lead-headline-line1: ವಿಶ್ವಸಂಸ್ಥೆಯಲ್ಲಿ	[6, 94, 220, 145]
swadeshi-title: ಸ್ವದೇಶಿ ಬಿಡಿ ಭಾಗಗಳಿಗೆ ಒತ್ತು	[698, 371, 821, 386]
